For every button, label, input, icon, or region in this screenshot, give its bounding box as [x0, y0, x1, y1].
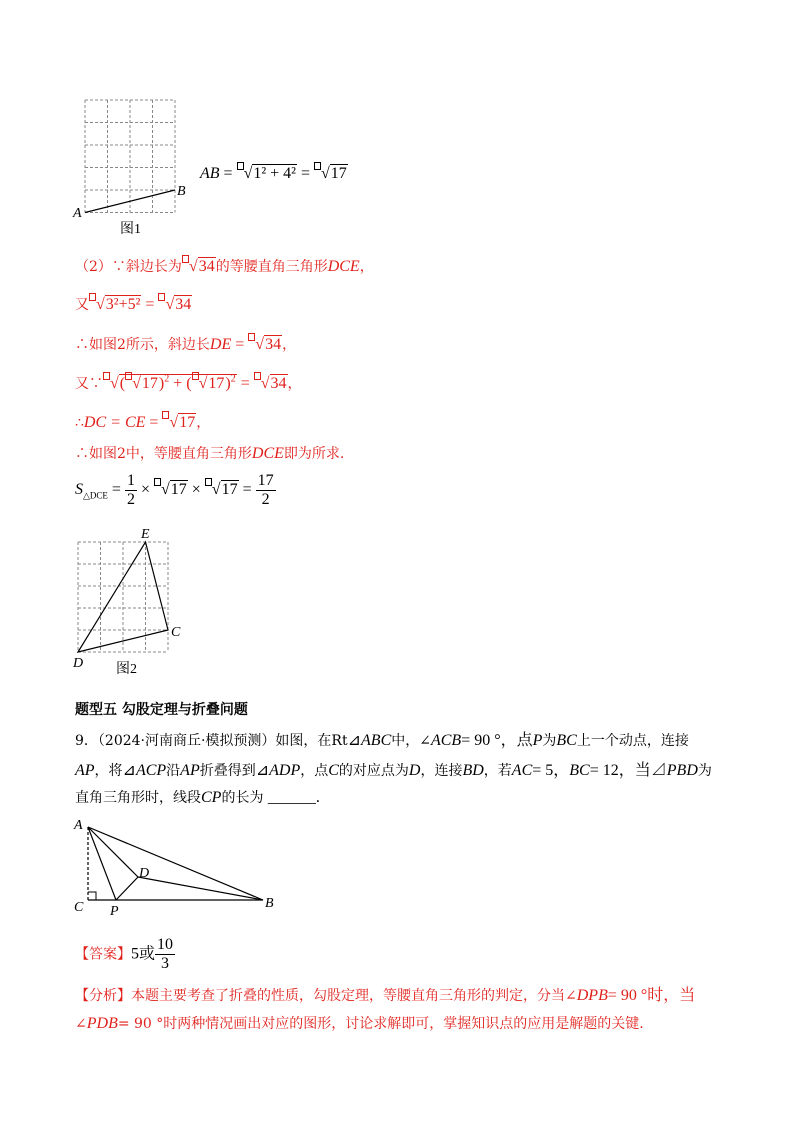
text: ，点 — [300, 763, 329, 779]
point-d-label: D — [73, 656, 84, 671]
variable: DE — [209, 336, 232, 353]
text: ， — [196, 415, 211, 431]
text: 的等腰直角三角形 — [215, 259, 328, 275]
area-symbol: S — [75, 481, 83, 499]
variable: PDB — [86, 1015, 118, 1032]
text: ∠ — [75, 1016, 87, 1032]
radical-placeholder-icon — [192, 372, 199, 380]
variable: P — [532, 732, 543, 749]
variable: BD — [462, 762, 484, 779]
triangle-icon: ⊿ — [650, 762, 667, 779]
problem-9-line-3 — [75, 787, 320, 807]
radical-placeholder-icon — [248, 333, 255, 341]
text: = 90 °时，当 — [607, 987, 696, 1004]
radical-placeholder-icon — [254, 372, 261, 380]
formula-result: 17 — [330, 165, 347, 182]
point-p-label: P — [110, 904, 119, 919]
text: ， — [287, 376, 302, 392]
text: ， — [282, 337, 297, 353]
variable: AC — [511, 762, 533, 779]
radical-placeholder-icon — [125, 372, 132, 380]
triangle-icon: ⊿ — [122, 762, 136, 779]
text: ∴ — [75, 415, 84, 431]
segment-ab — [85, 190, 175, 213]
figure-1-grid — [85, 100, 175, 213]
radicand: 34 — [270, 375, 287, 392]
frac-den: 2 — [126, 491, 135, 508]
solution-line-2: 又 √3²+5² = √34 — [75, 293, 192, 314]
radicand: 17 — [170, 481, 187, 499]
triangle-icon: ⊿ — [347, 732, 362, 749]
text: 的长为 — [221, 790, 264, 806]
frac-den: 3 — [161, 955, 170, 972]
section-title: 题型五 勾股定理与折叠问题 — [75, 702, 248, 718]
figure-2-grid — [78, 542, 168, 652]
variable: CP — [201, 789, 222, 806]
radicand: 34 — [265, 336, 282, 353]
answer-tag: 【答案】 — [75, 946, 131, 963]
segment-db — [138, 877, 263, 900]
text: ，将 — [94, 763, 123, 779]
point-e-label: E — [141, 527, 150, 542]
radical-placeholder-icon — [314, 162, 321, 170]
text: 沿 — [166, 763, 181, 779]
frac-num: 10 — [157, 936, 174, 953]
segment-ap — [88, 827, 116, 900]
problem-9-figure — [68, 815, 288, 920]
text: 又∵ — [75, 376, 103, 392]
radicand: 17 — [221, 481, 238, 499]
solution-line-5: ∴DC = CE = √17， — [75, 411, 210, 432]
variable: PBD — [666, 762, 698, 779]
text: = 90 °，点 — [461, 732, 533, 749]
point-a-label: A — [73, 206, 82, 221]
variable: ADP — [269, 762, 301, 779]
text: 本题主要考查了折叠的性质，勾股定理，等腰直角三角形的判定，分当∠ — [131, 988, 577, 1004]
segment-ad — [88, 827, 138, 877]
radical-placeholder-icon — [158, 293, 165, 301]
radical-placeholder-icon — [182, 255, 189, 263]
variable: DC = CE — [83, 414, 146, 431]
figure-1-formula: AB = √1² + 4² = √17 — [200, 162, 348, 183]
right-angle-mark — [88, 892, 96, 900]
radicand: 34 — [175, 296, 192, 313]
radicand: 34 — [198, 258, 215, 275]
variable: DCE — [251, 445, 284, 462]
text: 为 — [697, 763, 712, 779]
text: = 5， — [532, 762, 570, 779]
text: 又 — [75, 297, 89, 313]
radical-placeholder-icon — [154, 478, 161, 486]
text: 中，∠ — [391, 733, 431, 749]
answer-blank[interactable]: ______ — [267, 789, 316, 806]
text: （2）∵斜边长为 — [75, 259, 182, 275]
point-d-label: D — [139, 866, 150, 881]
variable: ABC — [361, 732, 392, 749]
variable: AP — [180, 762, 200, 779]
triangle-name: DCE — [327, 258, 360, 275]
variable: D — [408, 762, 421, 779]
text: 即为所求. — [283, 446, 345, 462]
radical-placeholder-icon — [162, 411, 169, 419]
variable: DPB — [576, 987, 608, 1004]
solution-line-1: （2）∵斜边长为 √34的等腰直角三角形DCE， — [75, 255, 374, 276]
radicand: 17 — [141, 375, 158, 392]
point-a-label: A — [74, 818, 83, 833]
answer-line — [75, 936, 175, 973]
point-c-label: C — [171, 625, 181, 640]
variable: BC — [569, 762, 590, 779]
point-b-label: B — [265, 896, 274, 911]
text: = 12，当 — [589, 762, 651, 779]
variable: ACP — [135, 762, 167, 779]
radical-placeholder-icon — [103, 372, 110, 380]
radical-placeholder-icon — [237, 162, 244, 170]
variable: BC — [556, 732, 577, 749]
text: 为 — [542, 733, 557, 749]
solution-line-4: 又∵ √( √17)$^2$ + ( √17)$^2$ = √34， — [75, 373, 302, 392]
frac-num: 17 — [257, 472, 274, 489]
figure-2-caption: 图2 — [116, 662, 137, 677]
frac-den: 2 — [261, 491, 270, 508]
text: 折叠得到 — [199, 763, 256, 779]
text: 的对应点为 — [338, 763, 409, 779]
formula-lhs: AB — [200, 165, 220, 182]
problem-9-line-1 — [75, 727, 689, 750]
figure-2 — [68, 525, 198, 680]
radical-placeholder-icon — [205, 478, 212, 486]
variable: C — [328, 762, 339, 779]
triangle-icon: ⊿ — [255, 762, 270, 779]
point-b-label: B — [177, 184, 186, 199]
analysis-line-1 — [75, 982, 695, 1005]
radicand: 3²+5² — [105, 296, 141, 313]
text: ∴如图2中，等腰直角三角形 — [75, 446, 252, 462]
point-c-label: C — [74, 900, 84, 915]
variable: ACB — [430, 732, 462, 749]
figure-1 — [70, 95, 200, 240]
variable: AP — [75, 762, 95, 779]
text: 上一个动点，连接 — [576, 733, 689, 749]
text: 9．（2024·河南商丘·模拟预测）如图，在Rt — [75, 733, 348, 749]
text: ，若 — [483, 763, 512, 779]
radicand: 17 — [179, 414, 196, 431]
analysis-tag: 【分析】 — [75, 988, 131, 1004]
area-formula: $S_{\triangle DCE}$ = $\frac{1}{2}$ × √17 × √17 = $\frac{17}{2}$ — [75, 472, 274, 508]
segment-ab — [88, 827, 263, 900]
text: 直角三角形时，线段 — [75, 790, 201, 806]
answer-value: 5或 — [131, 945, 156, 963]
segment-pd — [116, 877, 138, 900]
solution-line-3: ∴如图2所示，斜边长DE = √34， — [75, 333, 296, 354]
text: ，连接 — [420, 763, 463, 779]
text: . — [315, 789, 320, 806]
formula-radicand: 1² + 4² — [253, 165, 296, 182]
radicand: 17 — [208, 375, 225, 392]
text: ∴如图2所示，斜边长 — [75, 337, 210, 353]
radical-placeholder-icon — [89, 293, 96, 301]
text: ， — [359, 259, 374, 275]
problem-9-line-2 — [75, 757, 712, 780]
solution-line-6 — [75, 443, 344, 463]
analysis-line-2 — [75, 1013, 644, 1033]
figure-1-caption: 图1 — [120, 222, 141, 237]
frac-num: 1 — [126, 472, 135, 489]
area-subscript: △DCE — [83, 490, 108, 501]
text: = 90 °时两种情况画出对应的图形，讨论求解即可，掌握知识点的应用是解题的关键. — [117, 1016, 644, 1032]
